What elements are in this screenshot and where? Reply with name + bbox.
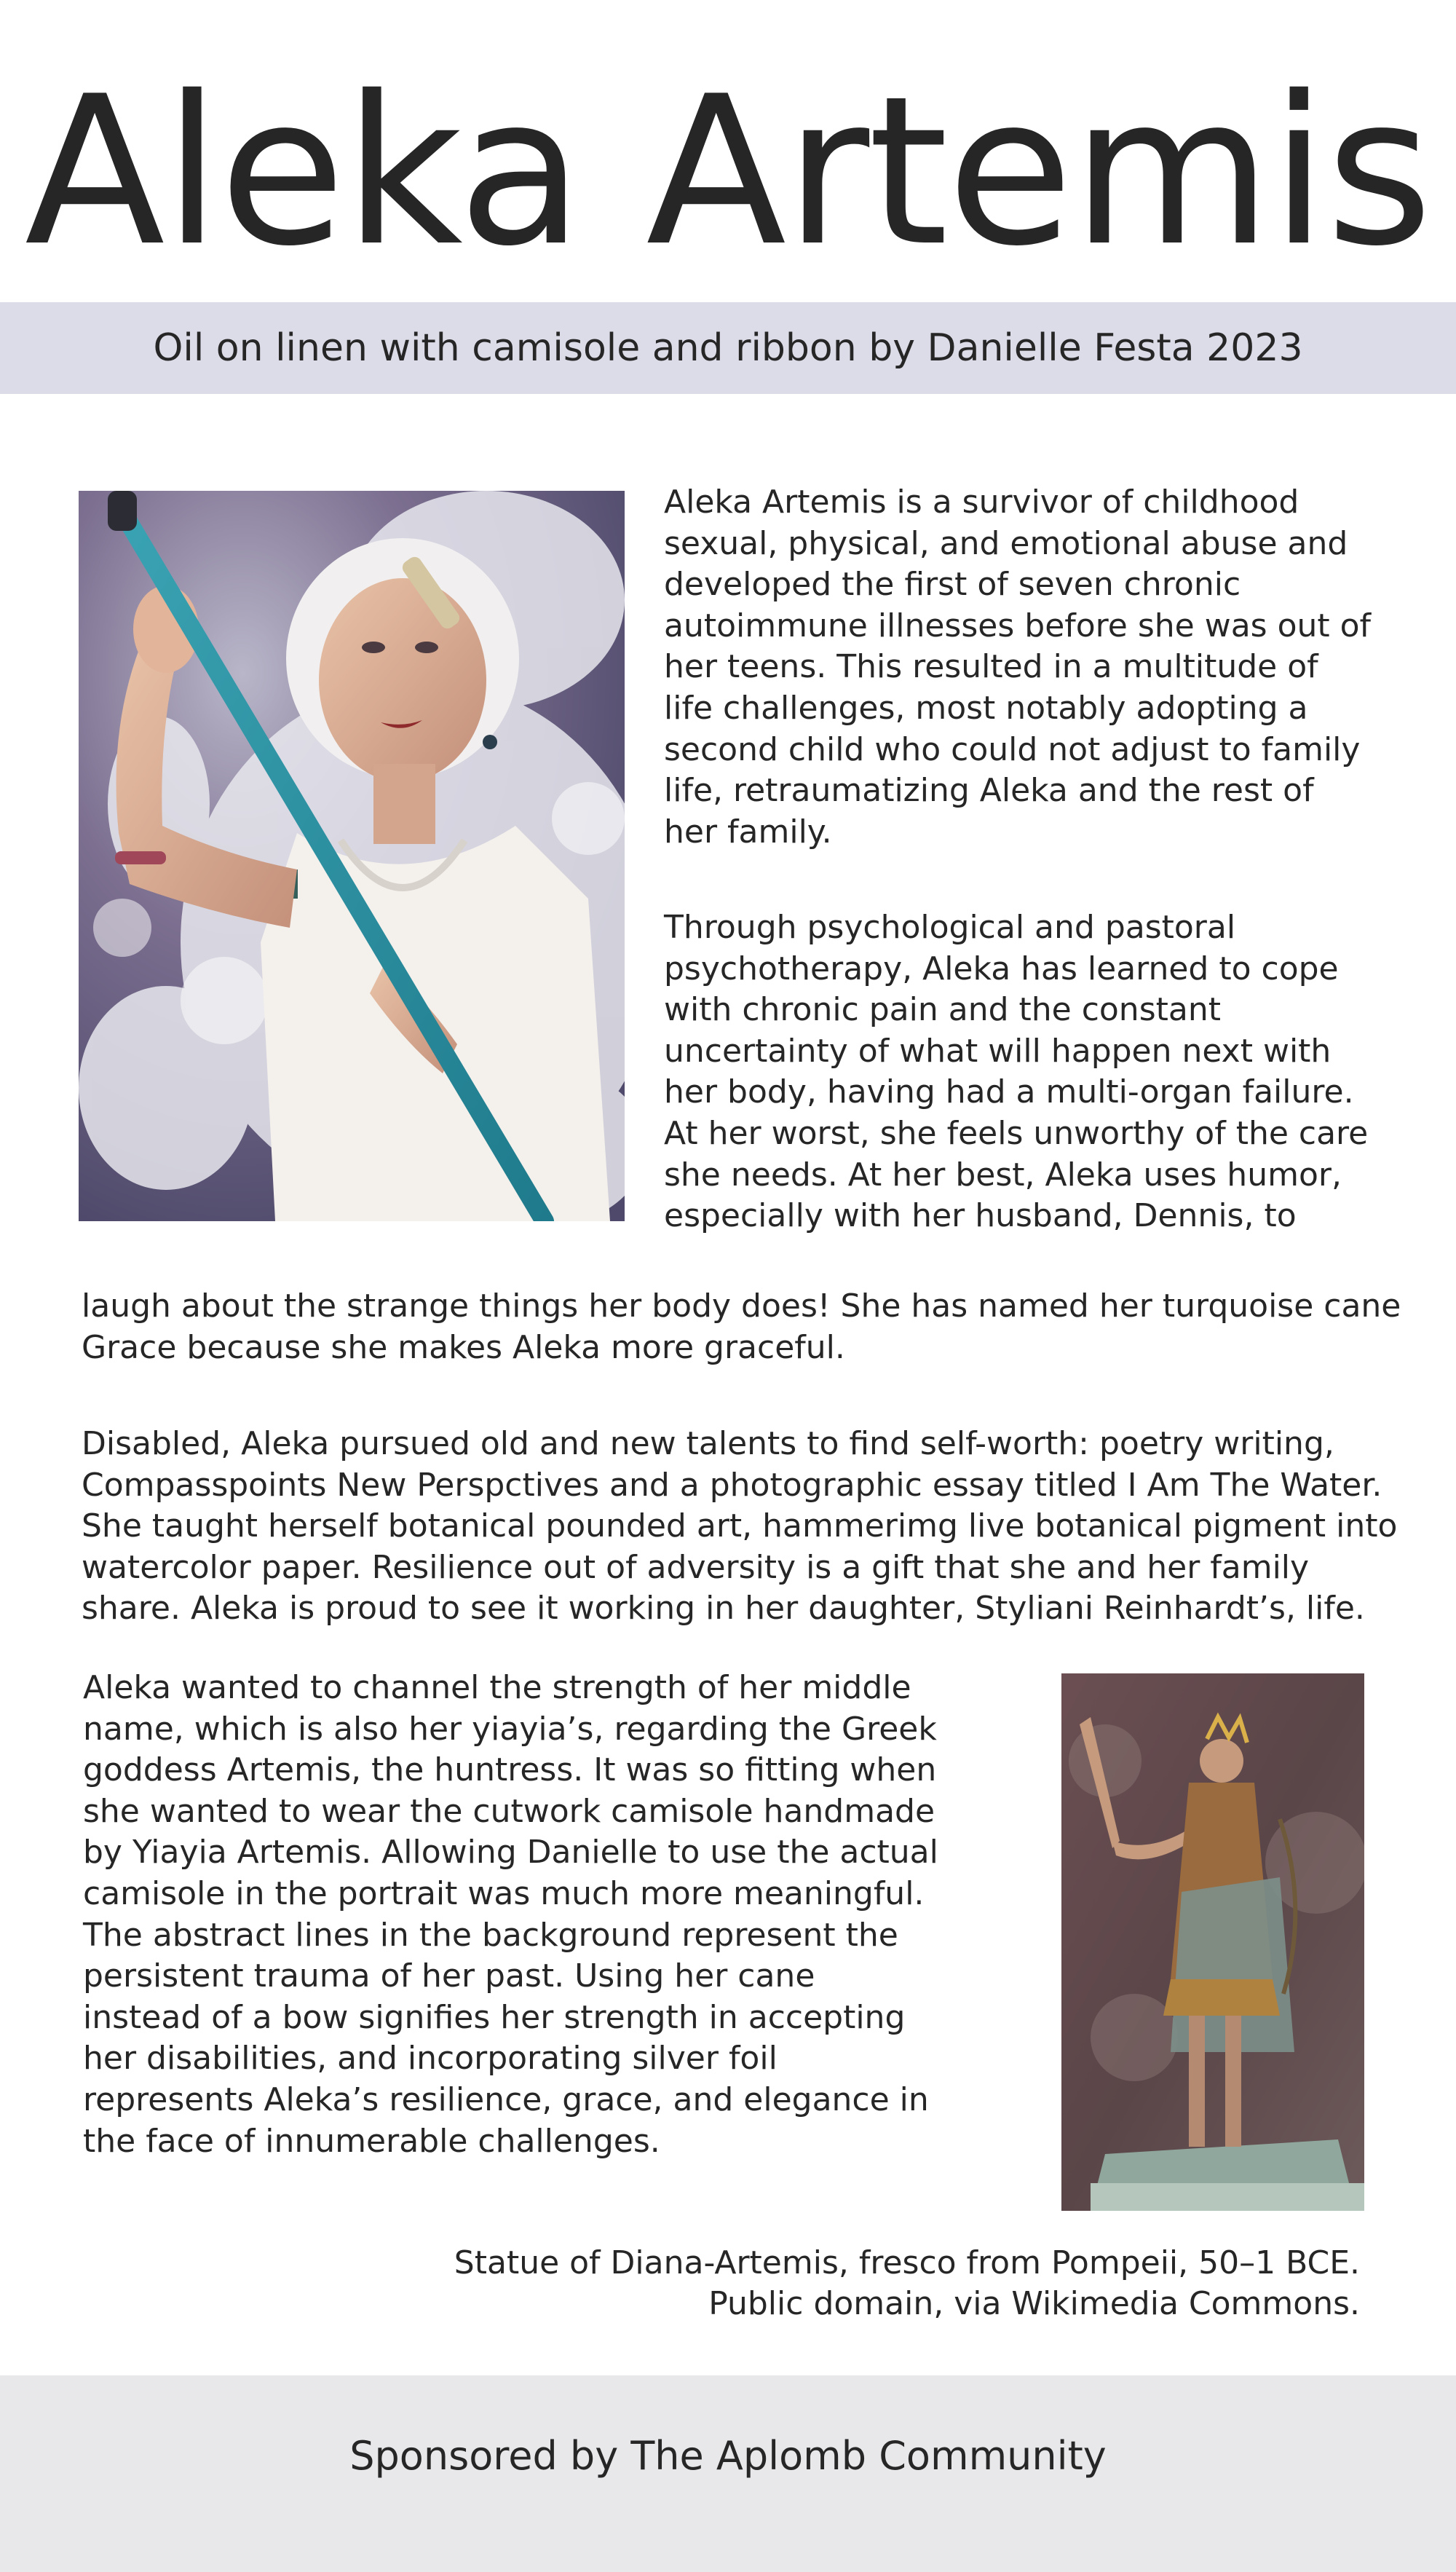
paragraph-survivor: Aleka Artemis is a survivor of childhood sexual, physical, and emotional abuse and developed the first of seven chronic autoimmune illnesses before she was out of her teens. This resulted in a multitude of life challenges, most notably adopting a second child who could not adjust to family life, retraumatizing Aleka and the rest of her family.: [664, 484, 1372, 851]
paragraph-artemis: Aleka wanted to channel the strength of her middle name, which is also her yiayia’s, regarding the Greek goddess Artemis, the huntress. It was so fitting when she wanted to wear the cutwork camisole handmade by Yiayia Artemis. Allowing Danielle to use the actual camisole in the portrait was much more meaningful. The abstract lines in the background represent the persistent trauma of her past. Using her cane instead of a bow signifies her strength in accepting her disabilities, and incorporating silver foil represents Aleka’s resilience, grace, and elegance in the face of innumerable challenges.: [83, 1669, 938, 2160]
fresco-caption: Statue of Diana-Artemis, fresco from Pompeii, 50–1 BCE. Public domain, via Wikimedia Commons.: [454, 2244, 1360, 2322]
fresco-image: [1061, 1673, 1364, 2211]
portrait-painting: [79, 491, 625, 1221]
paragraph-psychotherapy: Through psychological and pastoral psychotherapy, Aleka has learned to cope with chronic pain and the constant uncertainty of what will happen next with her body, having had a multi-organ failure. At her worst, she feels unworthy of the care she needs. At her best, Aleka uses humor, especially with her husband, Dennis, to: [664, 909, 1369, 1235]
footer-band: [0, 2375, 1456, 2572]
paragraph-talents: Disabled, Aleka pursued old and new talents to find self-worth: poetry writing, Compasspoints New Perspctives and a photographic essay titled I Am The Water. She taught herself botanical pounded art, hammerimg live botanical pigment into watercolor paper. Resilience out of adversity is a gift that she and her family share. Aleka is proud to see it working in her daughter, Styliani Reinhardt’s, life.: [82, 1425, 1398, 1628]
paragraph-psychotherapy-continued: laugh about the strange things her body does! She has named her turquoise cane Grace because she makes Aleka more graceful.: [82, 1287, 1401, 1366]
page-title: Aleka Artemis: [24, 52, 1432, 291]
artwork-subtitle: Oil on linen with camisole and ribbon by Danielle Festa 2023: [153, 326, 1303, 370]
subtitle-band: [0, 302, 1456, 394]
sponsor-line: Sponsored by The Aplomb Community: [349, 2433, 1107, 2479]
